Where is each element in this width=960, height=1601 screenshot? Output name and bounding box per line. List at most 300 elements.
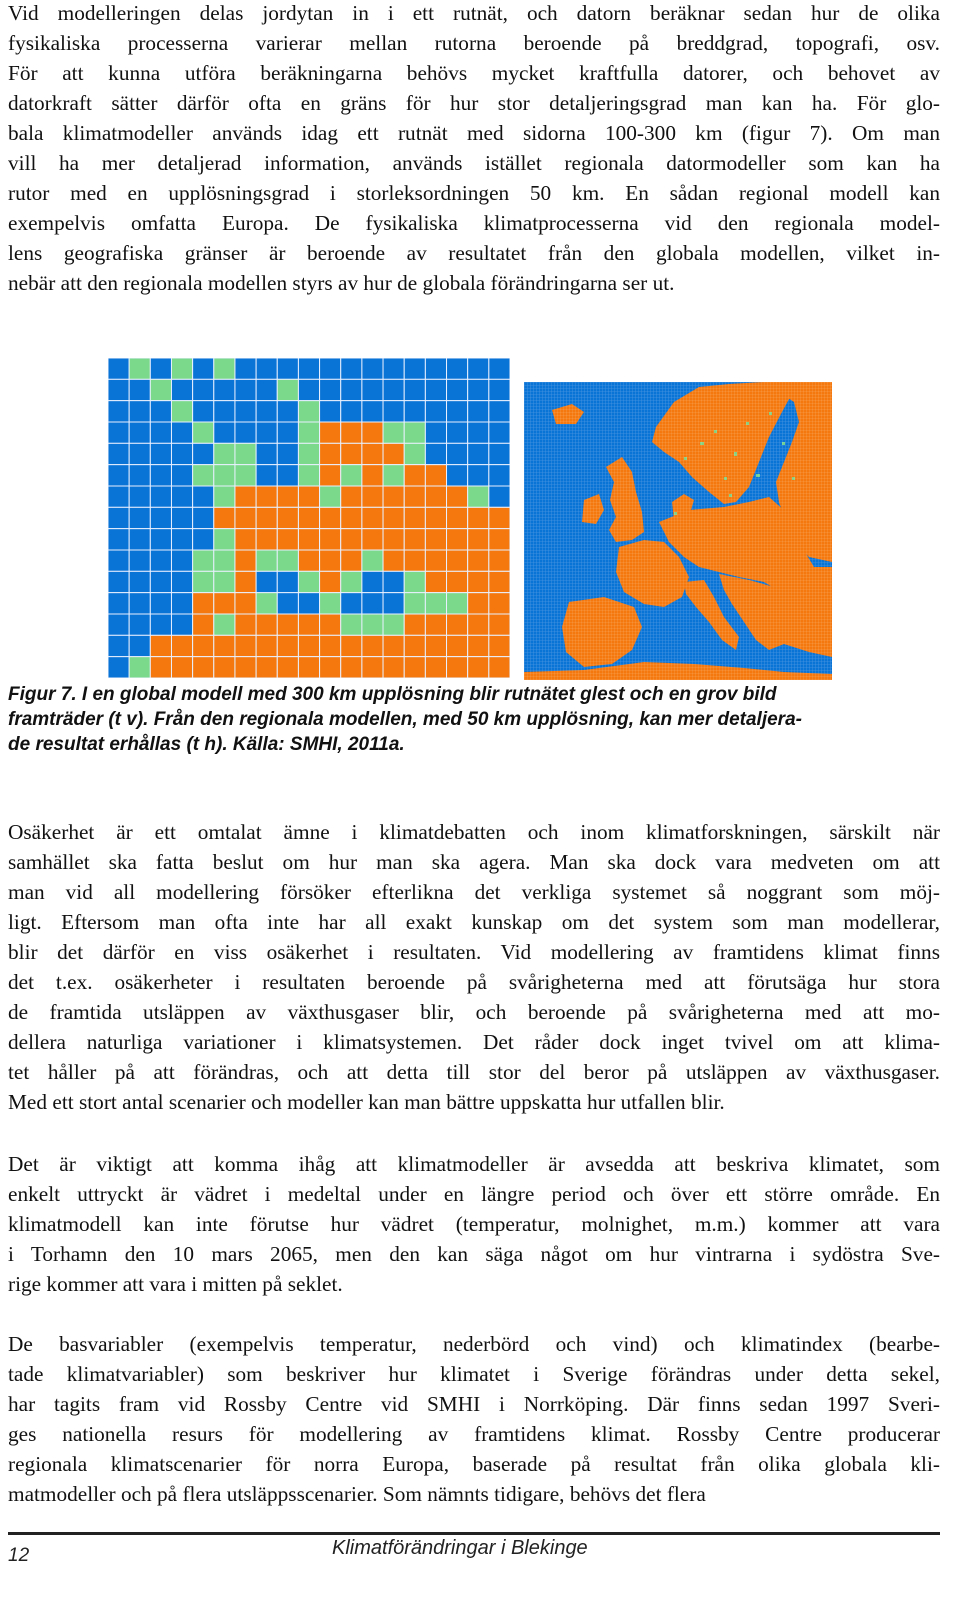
- grid-cell: [150, 550, 171, 571]
- grid-cell: [341, 507, 362, 528]
- grid-cell: [298, 614, 319, 635]
- grid-cell: [383, 401, 404, 422]
- grid-cell: [383, 443, 404, 464]
- text-line: ligt. Eftersom man ofta inte har all exakt kunskap om det system som man modellerar,: [8, 910, 940, 934]
- grid-cell: [129, 657, 150, 678]
- grid-cell: [362, 550, 383, 571]
- grid-cell: [235, 571, 256, 592]
- grid-cell: [256, 358, 277, 379]
- grid-cell: [150, 422, 171, 443]
- grid-cell: [150, 465, 171, 486]
- grid-cell: [362, 401, 383, 422]
- text-line: enkelt uttryckt är vädret i medeltal under en längre period och över ett större område. En: [8, 1182, 940, 1206]
- grid-cell: [341, 593, 362, 614]
- grid-cell: [362, 529, 383, 550]
- grid-cell: [150, 443, 171, 464]
- grid-cell: [256, 593, 277, 614]
- grid-cell: [320, 486, 341, 507]
- grid-cell: [214, 358, 235, 379]
- grid-cell: [256, 422, 277, 443]
- grid-cell: [447, 635, 468, 656]
- grid-cell: [489, 614, 510, 635]
- grid-cell: [214, 657, 235, 678]
- grid-cell: [320, 358, 341, 379]
- grid-cell: [468, 401, 489, 422]
- grid-cell: [341, 465, 362, 486]
- grid-cell: [320, 593, 341, 614]
- paragraph-rossby-centre: [8, 1329, 940, 1509]
- grid-cell: [108, 529, 129, 550]
- grid-cell: [277, 465, 298, 486]
- grid-cell: [129, 401, 150, 422]
- grid-cell: [404, 657, 425, 678]
- text-line: bala klimatmodeller används idag ett rutnät med sidorna 100-300 km (figur 7). Om man: [8, 121, 940, 145]
- grid-cell: [298, 635, 319, 656]
- grid-cell: [277, 550, 298, 571]
- grid-cell: [171, 358, 192, 379]
- grid-cell: [171, 635, 192, 656]
- grid-cell: [425, 507, 446, 528]
- grid-cell: [171, 593, 192, 614]
- grid-cell: [171, 614, 192, 635]
- grid-cell: [320, 465, 341, 486]
- grid-cell: [171, 422, 192, 443]
- grid-cell: [489, 529, 510, 550]
- grid-cell: [320, 401, 341, 422]
- text-line: fysikaliska processerna varierar mellan rutorna beroende på breddgrad, topografi, osv.: [8, 31, 940, 55]
- grid-cell: [341, 571, 362, 592]
- text-line: matmodeller och på flera utsläppsscenarier. Som nämnts tidigare, behövs det flera: [8, 1482, 706, 1506]
- grid-cell: [320, 550, 341, 571]
- grid-cell: [129, 358, 150, 379]
- grid-cell: [320, 571, 341, 592]
- grid-cell: [256, 379, 277, 400]
- grid-cell: [404, 443, 425, 464]
- grid-cell: [129, 443, 150, 464]
- page-number: 12: [8, 1545, 30, 1566]
- grid-cell: [129, 571, 150, 592]
- grid-cell: [341, 358, 362, 379]
- grid-cell: [489, 379, 510, 400]
- grid-cell: [193, 550, 214, 571]
- figure-caption: [8, 682, 938, 757]
- grid-cell: [341, 486, 362, 507]
- grid-cell: [341, 422, 362, 443]
- text-line: exempelvis omfatta Europa. De fysikaliska klimatprocesserna vid den regionala model-: [8, 211, 940, 235]
- text-line: de framtida utsläppen av växthusgaser blir, och beroende på svårigheterna med att mo-: [8, 1000, 940, 1024]
- grid-cell: [383, 507, 404, 528]
- grid-cell: [214, 529, 235, 550]
- grid-cell: [193, 358, 214, 379]
- coarse-grid-map-of-europe: [108, 358, 510, 678]
- grid-cell: [447, 486, 468, 507]
- text-line: Vid modelleringen delas jordytan in i ett rutnät, och datorn beräknar sedan hur de olika: [8, 1, 940, 25]
- grid-cell: [383, 465, 404, 486]
- grid-cell: [129, 529, 150, 550]
- grid-cell: [489, 657, 510, 678]
- grid-cell: [341, 401, 362, 422]
- text-line: För att kunna utföra beräkningarna behövs mycket kraftfulla datorer, och behovet av: [8, 61, 940, 85]
- footer-title: Klimatförändringar i Blekinge: [332, 1537, 588, 1559]
- grid-cell: [171, 529, 192, 550]
- grid-cell: [277, 635, 298, 656]
- grid-cell: [277, 379, 298, 400]
- grid-cell: [362, 657, 383, 678]
- grid-cell: [108, 635, 129, 656]
- grid-cell: [383, 529, 404, 550]
- grid-cell: [404, 529, 425, 550]
- grid-cell: [108, 614, 129, 635]
- grid-cell: [341, 550, 362, 571]
- grid-cell: [256, 486, 277, 507]
- grid-cell: [129, 422, 150, 443]
- grid-cell: [404, 358, 425, 379]
- grid-cell: [404, 379, 425, 400]
- grid-cell: [277, 593, 298, 614]
- grid-cell: [129, 550, 150, 571]
- grid-cell: [383, 635, 404, 656]
- grid-cell: [235, 507, 256, 528]
- grid-cell: [235, 422, 256, 443]
- grid-cell: [489, 593, 510, 614]
- grid-cell: [150, 571, 171, 592]
- grid-cell: [425, 635, 446, 656]
- text-line: har tagits fram vid Rossby Centre vid SMHI i Norrköping. Där finns sedan 1997 Sveri-: [8, 1392, 940, 1416]
- grid-cell: [298, 657, 319, 678]
- text-line: dellera naturliga variationer i klimatsystemen. Det råder dock inget tvivel om att klima-: [8, 1030, 940, 1054]
- text-line: blir det därför en viss osäkerhet i resultaten. Vid modellering av framtidens klimat finns: [8, 940, 940, 964]
- grid-cell: [108, 401, 129, 422]
- grid-cell: [171, 443, 192, 464]
- grid-cell: [425, 657, 446, 678]
- paragraph-uncertainty: [8, 817, 940, 1117]
- grid-cell: [362, 379, 383, 400]
- grid-cell: [235, 465, 256, 486]
- text-line: vill ha mer detaljerad information, används istället regionala datormodeller som kan ha: [8, 151, 940, 175]
- grid-cell: [171, 379, 192, 400]
- grid-cell: [214, 571, 235, 592]
- grid-cell: [277, 614, 298, 635]
- grid-cell: [108, 422, 129, 443]
- text-line: tade klimatvariabler) som beskriver hur klimatet i Sverige förändras under detta sekel,: [8, 1362, 940, 1386]
- grid-cell: [362, 571, 383, 592]
- grid-cell: [341, 635, 362, 656]
- grid-cell: [150, 486, 171, 507]
- grid-cell: [171, 571, 192, 592]
- grid-cell: [489, 571, 510, 592]
- grid-cell: [193, 593, 214, 614]
- figure-7: [108, 358, 834, 680]
- grid-cell: [362, 443, 383, 464]
- grid-cell: [468, 486, 489, 507]
- text-line: i Torhamn den 10 mars 2065, men den kan säga något om hur vintrarna i sydöstra Sve-: [8, 1242, 940, 1266]
- grid-cell: [383, 571, 404, 592]
- grid-cell: [193, 529, 214, 550]
- grid-cell: [214, 614, 235, 635]
- grid-cell: [298, 593, 319, 614]
- grid-cell: [404, 593, 425, 614]
- grid-cell: [214, 379, 235, 400]
- text-line: rige kommer att vara i mitten på seklet.: [8, 1272, 343, 1296]
- grid-cell: [447, 571, 468, 592]
- grid-cell: [193, 507, 214, 528]
- grid-cell: [150, 635, 171, 656]
- text-line: man vid all modellering försöker efterlikna det verkliga systemet så noggrant som möj-: [8, 880, 940, 904]
- grid-cell: [235, 358, 256, 379]
- grid-cell: [489, 401, 510, 422]
- grid-cell: [193, 486, 214, 507]
- grid-cell: [341, 529, 362, 550]
- grid-cell: [447, 422, 468, 443]
- grid-cell: [404, 635, 425, 656]
- grid-cell: [214, 422, 235, 443]
- grid-cell: [277, 507, 298, 528]
- text-line: ges nationella resurs för modellering av framtidens klimat. Rossby Centre producerar: [8, 1422, 940, 1446]
- grid-cell: [362, 422, 383, 443]
- text-line: det t.ex. osäkerheter i resultaten beroende på svårigheterna med att förutsäga hur stora: [8, 970, 940, 994]
- regional-model-grid-image: [524, 382, 832, 680]
- grid-cell: [193, 657, 214, 678]
- grid-cell: [235, 614, 256, 635]
- grid-cell: [129, 614, 150, 635]
- grid-cell: [235, 379, 256, 400]
- grid-cell: [320, 614, 341, 635]
- grid-cell: [108, 486, 129, 507]
- grid-cell: [171, 401, 192, 422]
- grid-cell: [150, 379, 171, 400]
- grid-cell: [447, 465, 468, 486]
- grid-cell: [214, 635, 235, 656]
- grid-cell: [468, 550, 489, 571]
- grid-cell: [362, 614, 383, 635]
- grid-cell: [193, 571, 214, 592]
- grid-cell: [235, 550, 256, 571]
- grid-cell: [108, 550, 129, 571]
- grid-cell: [489, 465, 510, 486]
- grid-cell: [129, 379, 150, 400]
- grid-cell: [425, 529, 446, 550]
- grid-cell: [489, 507, 510, 528]
- grid-cell: [298, 422, 319, 443]
- grid-cell: [425, 443, 446, 464]
- text-line: datorkraft sätter därför ofta en gräns för hur stor detaljeringsgrad man kan ha. För glo-: [8, 91, 940, 115]
- grid-cell: [383, 358, 404, 379]
- grid-cell: [150, 507, 171, 528]
- text-line: nebär att den regionala modellen styrs av hur de globala förändringarna ser ut.: [8, 271, 675, 295]
- text-line: tet håller på att förändras, och att detta till stor del beror på utsläppen av växthusgaser.: [8, 1060, 940, 1084]
- grid-cell: [150, 358, 171, 379]
- text-line: rutor med en upplösningsgrad i storleksordningen 50 km. En sådan regional modell kan: [8, 181, 940, 205]
- grid-cell: [298, 507, 319, 528]
- grid-cell: [277, 657, 298, 678]
- grid-cell: [383, 657, 404, 678]
- grid-cell: [447, 358, 468, 379]
- grid-cell: [404, 486, 425, 507]
- text-line: Osäkerhet är ett omtalat ämne i klimatdebatten och inom klimatforskningen, särskilt när: [8, 820, 940, 844]
- grid-cell: [277, 571, 298, 592]
- grid-cell: [256, 401, 277, 422]
- grid-cell: [425, 486, 446, 507]
- grid-cell: [383, 614, 404, 635]
- grid-cell: [256, 443, 277, 464]
- grid-cell: [447, 657, 468, 678]
- text-line: klimatmodell kan inte förutse hur vädret (temperatur, molnighet, m.m.) kommer att vara: [8, 1212, 940, 1236]
- grid-cell: [193, 422, 214, 443]
- grid-cell: [447, 550, 468, 571]
- grid-cell: [468, 635, 489, 656]
- grid-cell: [193, 401, 214, 422]
- grid-cell: [193, 614, 214, 635]
- grid-cell: [468, 529, 489, 550]
- text-line: De basvariabler (exempelvis temperatur, nederbörd och vind) och klimatindex (bearbe-: [8, 1332, 940, 1356]
- grid-cell: [214, 593, 235, 614]
- grid-cell: [150, 529, 171, 550]
- grid-cell: [214, 507, 235, 528]
- grid-cell: [256, 550, 277, 571]
- grid-cell: [214, 401, 235, 422]
- grid-cell: [193, 635, 214, 656]
- grid-cell: [298, 465, 319, 486]
- grid-cell: [298, 358, 319, 379]
- grid-cell: [256, 571, 277, 592]
- grid-cell: [383, 486, 404, 507]
- caption-line: framträder (t v). Från den regionala modellen, med 50 km upplösning, kan mer detaljera-: [8, 709, 802, 730]
- grid-cell: [277, 486, 298, 507]
- grid-cell: [404, 550, 425, 571]
- grid-cell: [320, 443, 341, 464]
- caption-line: Figur 7. I en global modell med 300 km upplösning blir rutnätet glest och en grov bild: [8, 684, 777, 705]
- grid-cell: [362, 358, 383, 379]
- grid-cell: [489, 486, 510, 507]
- grid-cell: [447, 443, 468, 464]
- grid-cell: [425, 614, 446, 635]
- grid-cell: [362, 635, 383, 656]
- grid-cell: [425, 401, 446, 422]
- grid-cell: [150, 614, 171, 635]
- grid-cell: [383, 379, 404, 400]
- grid-cell: [383, 593, 404, 614]
- grid-cell: [150, 657, 171, 678]
- grid-cell: [193, 465, 214, 486]
- grid-cell: [468, 571, 489, 592]
- grid-cell: [277, 443, 298, 464]
- grid-cell: [129, 486, 150, 507]
- grid-cell: [129, 465, 150, 486]
- grid-cell: [404, 401, 425, 422]
- grid-cell: [320, 422, 341, 443]
- text-line: samhället ska fatta beslut om hur man ska agera. Man ska dock vara medveten om att: [8, 850, 940, 874]
- grid-cell: [425, 593, 446, 614]
- grid-cell: [171, 507, 192, 528]
- grid-cell: [256, 635, 277, 656]
- grid-cell: [277, 422, 298, 443]
- grid-cell: [489, 635, 510, 656]
- grid-cell: [277, 401, 298, 422]
- grid-cell: [489, 443, 510, 464]
- grid-cell: [256, 465, 277, 486]
- grid-cell: [362, 507, 383, 528]
- grid-cell: [214, 486, 235, 507]
- grid-cell: [193, 379, 214, 400]
- text-line: lens geografiska gränser är beroende av resultatet från den globala modellen, vilket in-: [8, 241, 940, 265]
- grid-cell: [404, 571, 425, 592]
- grid-cell: [108, 443, 129, 464]
- grid-cell: [425, 465, 446, 486]
- grid-cell: [404, 507, 425, 528]
- grid-cell: [298, 486, 319, 507]
- grid-cell: [108, 593, 129, 614]
- grid-cell: [425, 422, 446, 443]
- fine-grid-map-of-europe: [524, 382, 832, 680]
- grid-cell: [468, 507, 489, 528]
- grid-cell: [468, 657, 489, 678]
- grid-cell: [256, 657, 277, 678]
- grid-cell: [298, 529, 319, 550]
- grid-cell: [425, 379, 446, 400]
- grid-cell: [468, 465, 489, 486]
- grid-cell: [129, 507, 150, 528]
- grid-cell: [447, 507, 468, 528]
- text-line: Med ett stort antal scenarier och modeller kan man bättre uppskatta hur utfallen blir.: [8, 1090, 725, 1114]
- grid-cell: [129, 635, 150, 656]
- grid-cell: [235, 401, 256, 422]
- grid-cell: [108, 379, 129, 400]
- grid-cell: [362, 465, 383, 486]
- grid-cell: [362, 486, 383, 507]
- grid-cell: [320, 657, 341, 678]
- text-line: Det är viktigt att komma ihåg att klimatmodeller är avsedda att beskriva klimatet, som: [8, 1152, 940, 1176]
- grid-cell: [214, 443, 235, 464]
- grid-cell: [468, 379, 489, 400]
- footer-rule: [8, 1532, 940, 1535]
- grid-cell: [171, 550, 192, 571]
- paragraph-modelling-grid: [8, 0, 940, 298]
- grid-cell: [298, 550, 319, 571]
- grid-cell: [404, 614, 425, 635]
- grid-cell: [277, 529, 298, 550]
- grid-cell: [447, 593, 468, 614]
- grid-cell: [108, 657, 129, 678]
- grid-cell: [320, 529, 341, 550]
- grid-cell: [256, 614, 277, 635]
- grid-cell: [235, 593, 256, 614]
- grid-cell: [341, 657, 362, 678]
- grid-cell: [468, 358, 489, 379]
- grid-cell: [171, 465, 192, 486]
- grid-cell: [341, 379, 362, 400]
- grid-cell: [341, 443, 362, 464]
- grid-cell: [341, 614, 362, 635]
- grid-cell: [320, 379, 341, 400]
- grid-cell: [150, 401, 171, 422]
- grid-cell: [425, 571, 446, 592]
- grid-cell: [468, 593, 489, 614]
- grid-cell: [320, 507, 341, 528]
- grid-cell: [256, 507, 277, 528]
- grid-cell: [235, 635, 256, 656]
- grid-cell: [214, 465, 235, 486]
- grid-cell: [489, 550, 510, 571]
- grid-cell: [468, 614, 489, 635]
- grid-cell: [447, 401, 468, 422]
- grid-cell: [108, 465, 129, 486]
- grid-cell: [489, 422, 510, 443]
- grid-cell: [108, 507, 129, 528]
- grid-cell: [362, 593, 383, 614]
- grid-cell: [489, 358, 510, 379]
- paragraph-climate-vs-weather: [8, 1149, 940, 1299]
- grid-cell: [383, 550, 404, 571]
